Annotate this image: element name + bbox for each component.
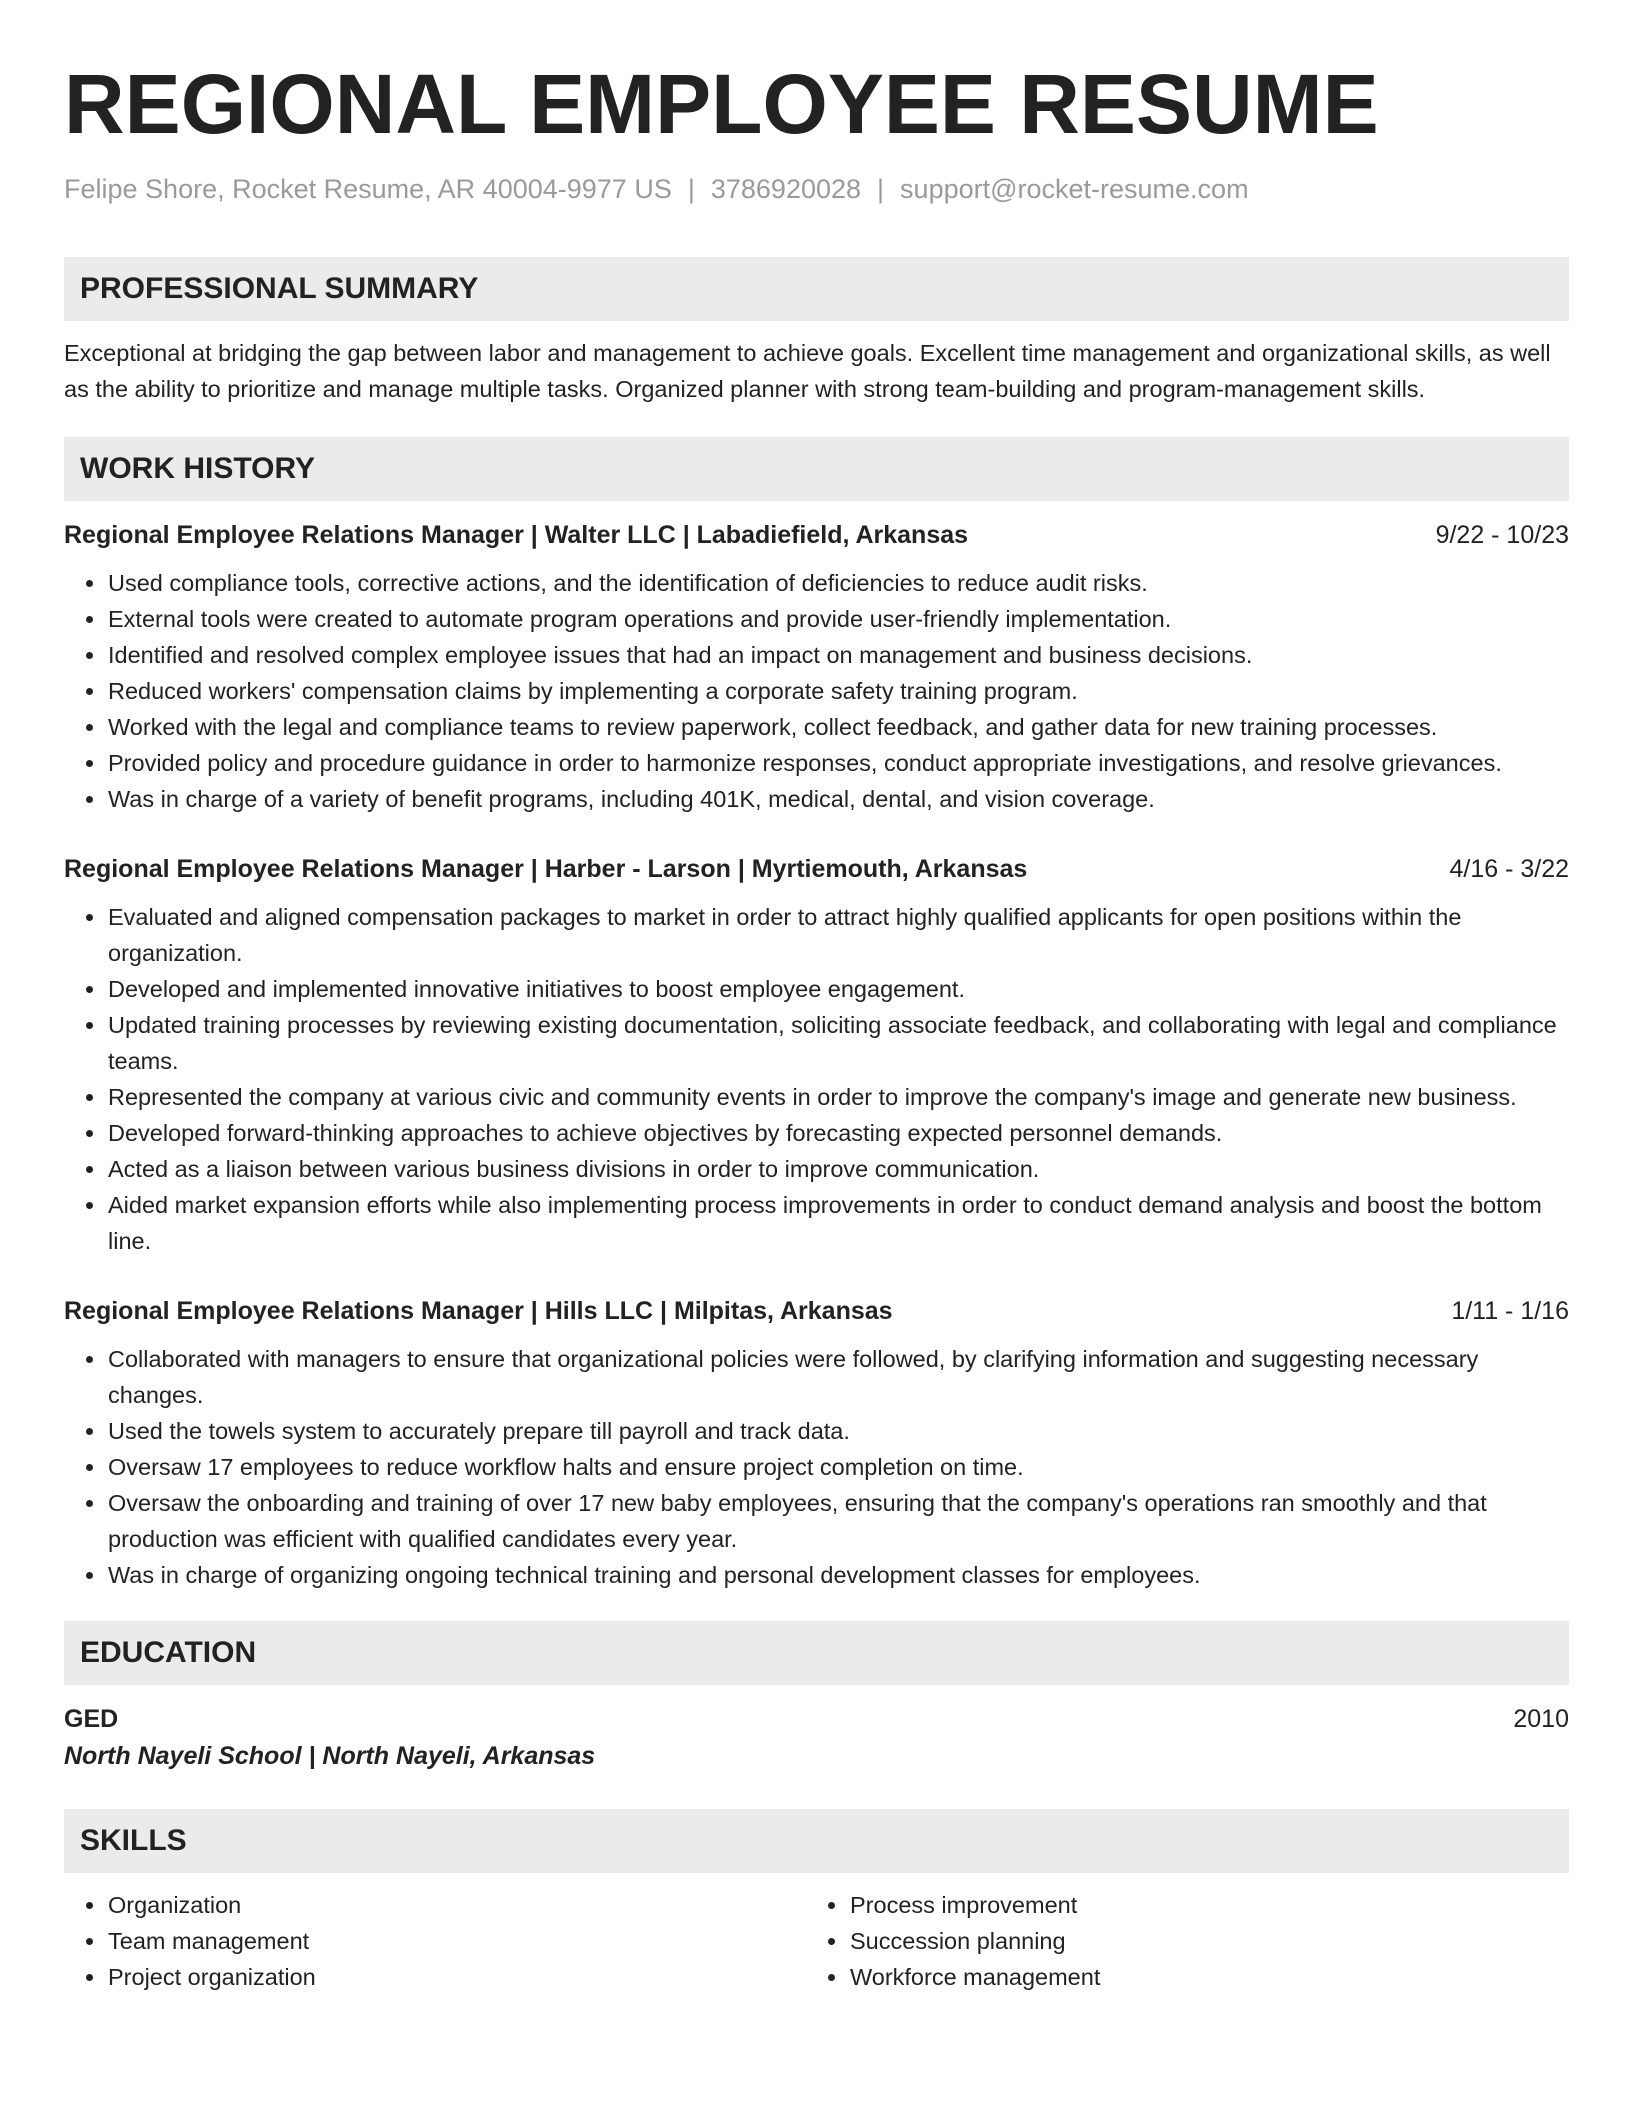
skills-column-left (64, 1887, 806, 1995)
job-bullet: • Represented the company at various civic and community events in order to improve the company's image and generate new business. (107, 1079, 1569, 1115)
job-bullet: • Worked with the legal and compliance teams to review paperwork, collect feedback, and gather data for new training processes. (107, 709, 1569, 745)
contact-separator: | (877, 174, 885, 204)
job-bullet: • Was in charge of organizing ongoing technical training and personal development classes for employees. (107, 1557, 1569, 1593)
skills-list (806, 1887, 1548, 1995)
job-entry (64, 517, 1569, 817)
section-header-education: EDUCATION (64, 1621, 1569, 1685)
skill-item: • Organization (107, 1887, 806, 1923)
skills-grid (64, 1887, 1569, 1995)
education-row (64, 1701, 1569, 1737)
job-entry (64, 851, 1569, 1259)
education-degree: GED (64, 1705, 119, 1733)
job-bullet: • Oversaw the onboarding and training of over 17 new baby employees, ensuring that the company's operations ran smoothly and that production was efficient with qualified candidates every year. (107, 1485, 1569, 1557)
job-title: Regional Employee Relations Manager | Walter LLC | Labadiefield, Arkansas (64, 521, 969, 549)
job-bullets (64, 899, 1569, 1259)
job-bullet: • Used compliance tools, corrective actions, and the identification of deficiencies to reduce audit risks. (107, 565, 1569, 601)
skills-column-right (806, 1887, 1548, 1995)
skills-list (64, 1887, 806, 1995)
job-header (64, 1293, 1569, 1329)
section-header-professional-summary: PROFESSIONAL SUMMARY (64, 257, 1569, 321)
education-year: 2010 (1513, 1705, 1569, 1733)
contact-address: Felipe Shore, Rocket Resume, AR 40004-9977 US (64, 174, 672, 204)
resume-title: REGIONAL EMPLOYEE RESUME (64, 57, 1379, 151)
job-bullet: • Aided market expansion efforts while also implementing process improvements in order to conduct demand analysis and boost the bottom line. (107, 1187, 1569, 1259)
job-entry (64, 1293, 1569, 1593)
job-bullet: • Updated training processes by reviewing existing documentation, soliciting associate feedback, and collaborating with legal and compliance teams. (107, 1007, 1569, 1079)
job-dates: 4/16 - 3/22 (1449, 855, 1569, 883)
job-dates: 1/11 - 1/16 (1451, 1297, 1569, 1325)
skill-item: • Workforce management (849, 1959, 1548, 1995)
job-header (64, 517, 1569, 553)
section-header-skills: SKILLS (64, 1809, 1569, 1873)
job-bullet: • Developed and implemented innovative initiatives to boost employee engagement. (107, 971, 1569, 1007)
job-bullet: • Was in charge of a variety of benefit programs, including 401K, medical, dental, and vision coverage. (107, 781, 1569, 817)
job-bullet: • Acted as a liaison between various business divisions in order to improve communication. (107, 1151, 1569, 1187)
skill-item: • Project organization (107, 1959, 806, 1995)
job-header (64, 851, 1569, 887)
job-dates: 9/22 - 10/23 (1435, 521, 1569, 549)
job-title: Regional Employee Relations Manager | Hills LLC | Milpitas, Arkansas (64, 1297, 893, 1325)
contact-line (64, 172, 1569, 206)
job-bullet: • Oversaw 17 employees to reduce workflow halts and ensure project completion on time. (107, 1449, 1569, 1485)
skill-item: • Team management (107, 1923, 806, 1959)
job-title: Regional Employee Relations Manager | Harber - Larson | Myrtiemouth, Arkansas (64, 855, 1028, 883)
skill-item: • Process improvement (849, 1887, 1548, 1923)
education-school: North Nayeli School | North Nayeli, Arkansas (64, 1742, 596, 1770)
job-bullet: • Used the towels system to accurately prepare till payroll and track data. (107, 1413, 1569, 1449)
contact-separator: | (687, 174, 695, 204)
job-bullet: • External tools were created to automate program operations and provide user-friendly implementation. (107, 601, 1569, 637)
job-bullet: • Developed forward-thinking approaches to achieve objectives by forecasting expected personnel demands. (107, 1115, 1569, 1151)
section-header-work-history: WORK HISTORY (64, 437, 1569, 501)
contact-email: support@rocket-resume.com (900, 174, 1249, 204)
job-bullet: • Identified and resolved complex employee issues that had an impact on management and business decisions. (107, 637, 1569, 673)
job-bullet: • Evaluated and aligned compensation packages to market in order to attract highly qualified applicants for open positions within the organization. (107, 899, 1569, 971)
job-bullets (64, 1341, 1569, 1593)
skill-item: • Succession planning (849, 1923, 1548, 1959)
summary-text: Exceptional at bridging the gap between labor and management to achieve goals. Excellent time management and organizational skills, as well as the ability to prioritize and manage multiple tasks. Organized planner with strong team-building and program-management skills. (64, 340, 1551, 402)
job-bullet: • Collaborated with managers to ensure that organizational policies were followed, by clarifying information and suggesting necessary changes. (107, 1341, 1569, 1413)
contact-phone: 3786920028 (710, 174, 862, 204)
job-bullet: • Reduced workers' compensation claims by implementing a corporate safety training program. (107, 673, 1569, 709)
job-bullets (64, 565, 1569, 817)
job-bullet: • Provided policy and procedure guidance in order to harmonize responses, conduct appropriate investigations, and resolve grievances. (107, 745, 1569, 781)
